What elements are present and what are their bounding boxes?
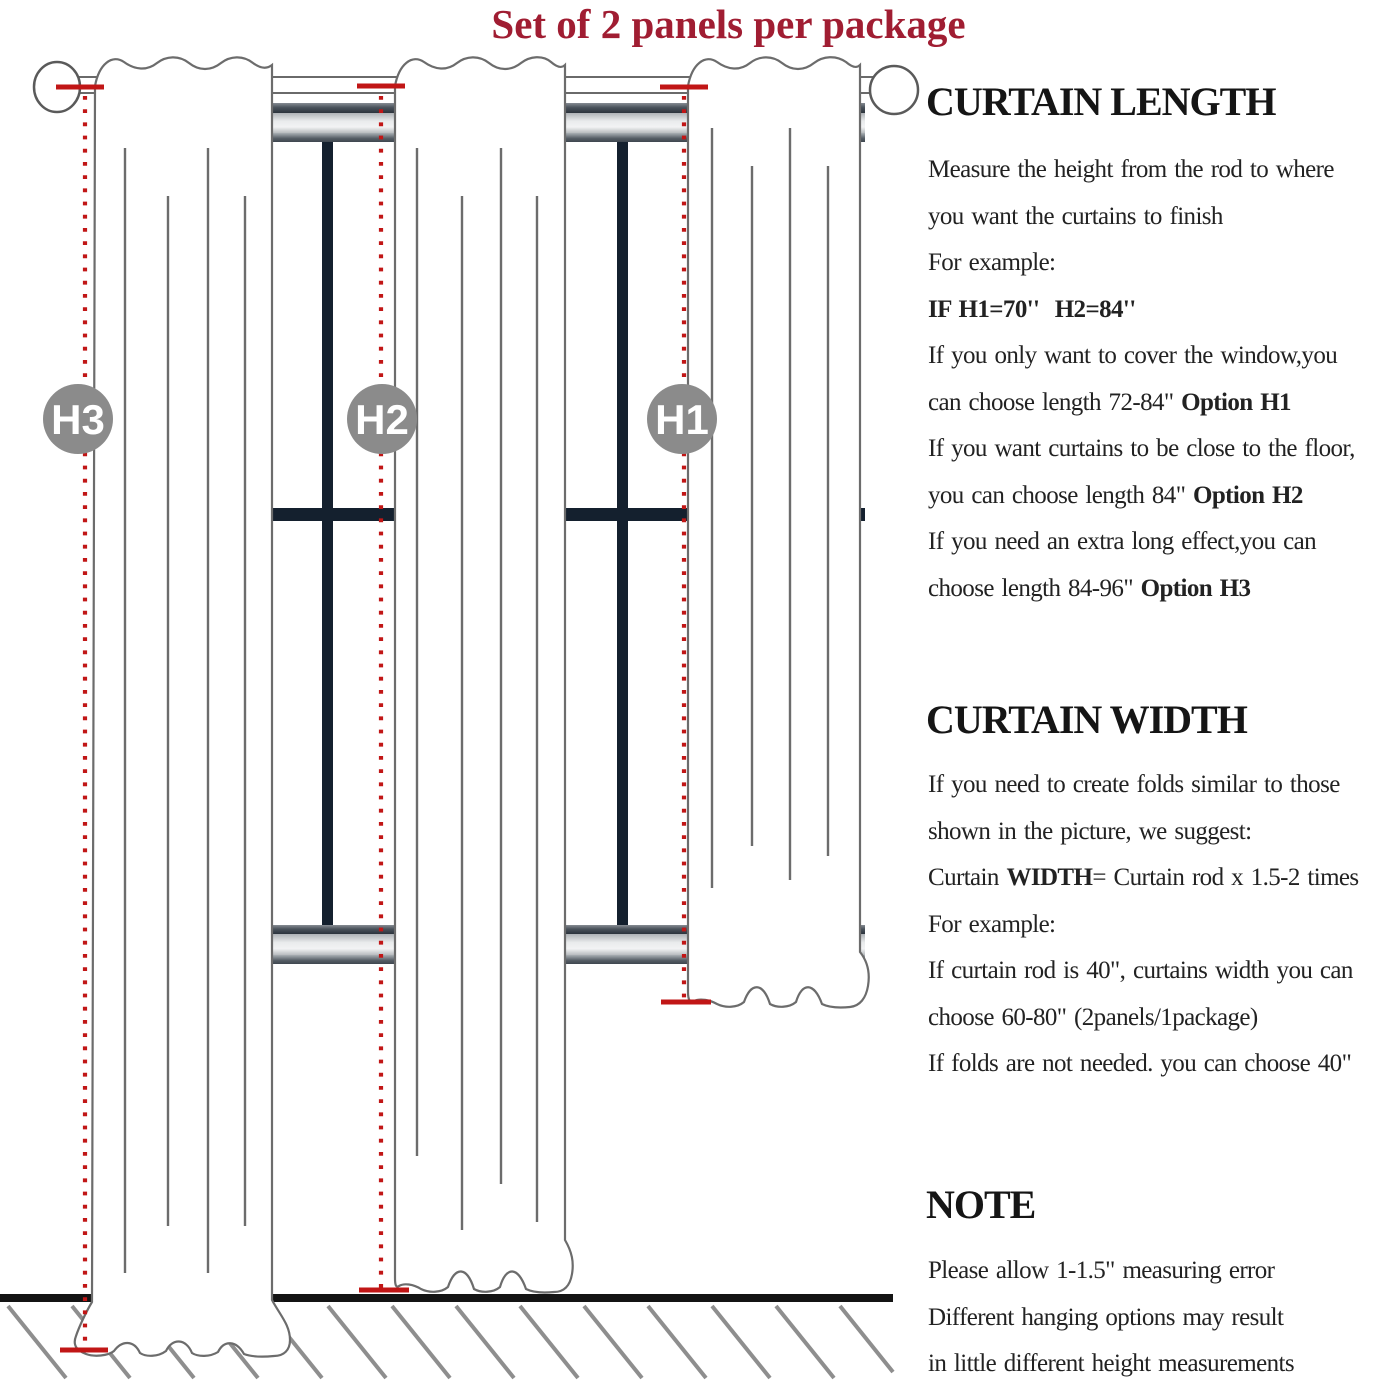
- text-line: Please allow 1-1.5" measuring error: [928, 1257, 1275, 1284]
- text-line: you want the curtains to finish: [928, 202, 1223, 230]
- text-line: IF H1=70'' H2=84'': [928, 295, 1136, 323]
- curtain-panel-h3: [75, 57, 290, 1356]
- window-mullion-right: [617, 142, 628, 926]
- label-h2: H2: [355, 396, 409, 443]
- label-badge-h1: [647, 384, 717, 454]
- text-line: If curtain rod is 40", curtains width you can: [928, 957, 1353, 984]
- text-line: shown in the picture, we suggest:: [928, 817, 1252, 845]
- label-badge-h3: [43, 384, 113, 454]
- text-line: Curtain WIDTH= Curtain rod x 1.5-2 times: [928, 864, 1359, 891]
- curtain-width-text: [928, 762, 1359, 1088]
- curtain-length-heading: CURTAIN LENGTH: [926, 79, 1276, 124]
- text-line: you can choose length 84" Option H2: [928, 481, 1303, 509]
- text-line: If you want curtains to be close to the floor,: [928, 435, 1355, 462]
- curtain-panel-h1: [688, 57, 869, 1007]
- text-line: Different hanging options may result: [928, 1303, 1284, 1331]
- text-line: If you need to create folds similar to those: [928, 771, 1340, 798]
- curtain-width-heading: CURTAIN WIDTH: [926, 697, 1247, 742]
- text-line: If you need an extra long effect,you can: [928, 528, 1316, 555]
- curtain-length-text: [928, 147, 1355, 612]
- text-line: can choose length 72-84" Option H1: [928, 388, 1291, 416]
- text-line: If folds are not needed. you can choose 40": [928, 1050, 1352, 1077]
- text-line: If you only want to cover the window,you: [928, 342, 1338, 369]
- rod-finial-right-icon: [870, 66, 918, 114]
- window-mullion-left: [322, 142, 333, 926]
- label-h3: H3: [51, 396, 105, 443]
- note-heading: NOTE: [926, 1182, 1036, 1227]
- label-h1: H1: [655, 396, 709, 443]
- text-line: For example:: [928, 910, 1056, 938]
- note-text: [928, 1248, 1294, 1382]
- page-title: Set of 2 panels per package: [491, 1, 966, 47]
- text-line: choose length 84-96" Option H3: [928, 574, 1251, 602]
- text-line: choose 60-80" (2panels/1package): [928, 1003, 1258, 1031]
- label-badge-h2: [347, 384, 417, 454]
- text-line: For example:: [928, 249, 1056, 276]
- text-line: Measure the height from the rod to where: [928, 156, 1334, 183]
- curtain-panel-h2: [395, 57, 573, 1292]
- text-line: in little different height measurements: [928, 1350, 1294, 1377]
